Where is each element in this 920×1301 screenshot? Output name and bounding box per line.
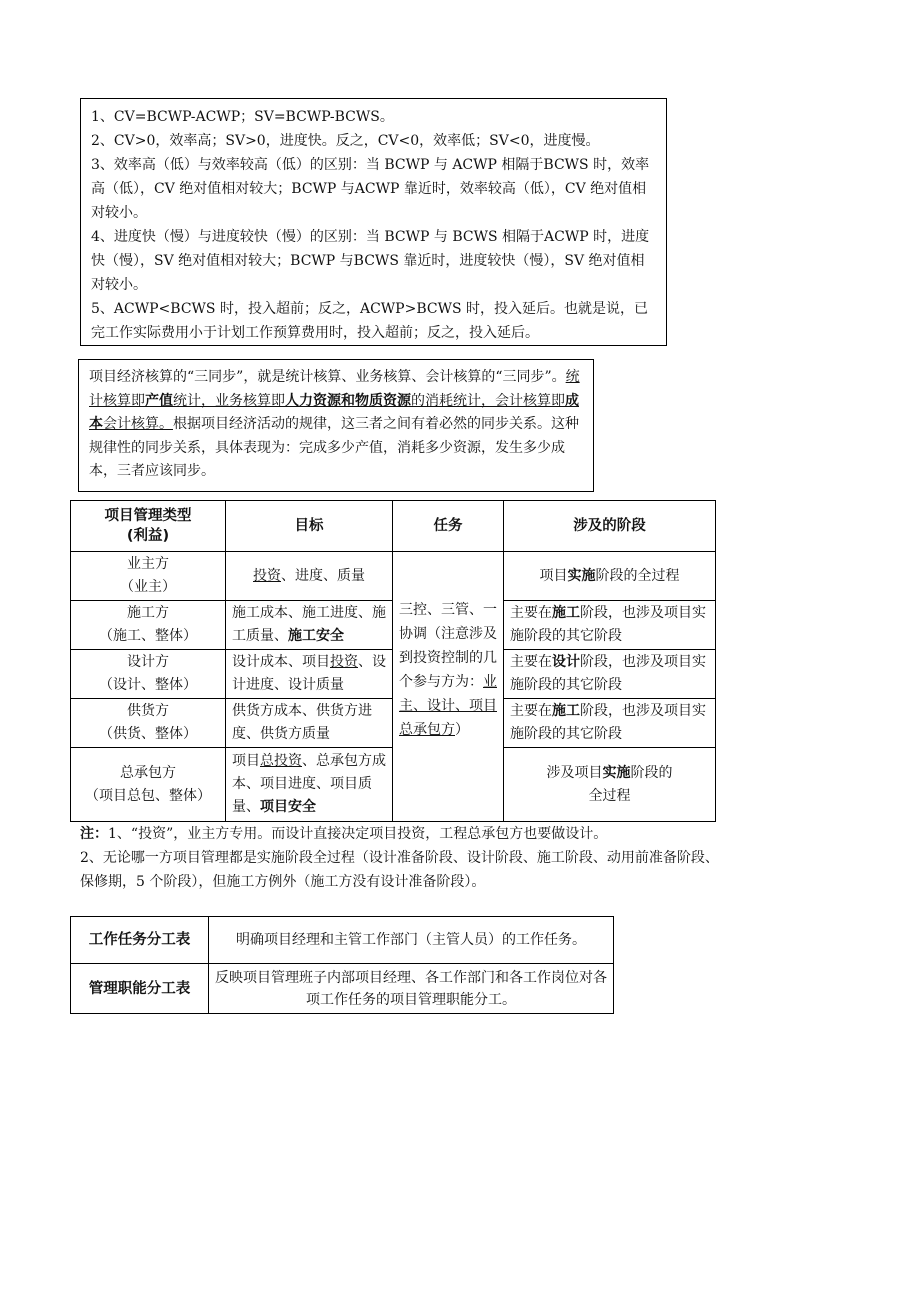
type-cell	[71, 699, 226, 748]
goal-cell	[226, 601, 393, 650]
ev-note-1: 1、CV=BCWP-ACWP；SV=BCWP-BCWS。	[91, 109, 394, 125]
type-cell	[71, 552, 226, 601]
type-sub: （项目总包、整体）	[85, 787, 211, 804]
ev-note-3: 3、效率高（低）与效率较高（低）的区别：当 BCWP 与 ACWP 相隔于BCWS 时，效率高（低），CV 绝对值相对较大；BCWP 与ACWP 靠近时，效率较高（低），CV 绝对值相对较小。	[91, 157, 650, 221]
row-head: 管理职能分工表	[71, 964, 209, 1014]
stage-text: 主要在	[510, 703, 552, 719]
three-sync-box	[78, 359, 594, 492]
note-1-text: 1、“投资”，业主方专用。而设计直接决定项目投资，工程总承包方也要做设计。	[108, 826, 608, 842]
row-head: 工作任务分工表	[71, 917, 209, 964]
header-type-label: 项目管理类型	[104, 508, 192, 524]
ev-note-4: 4、进度快（慢）与进度较快（慢）的区别：当 BCWP 与 BCWS 相隔于ACWP 时，进度快（慢），SV 绝对值相对较大；BCWP 与BCWS 靠近时，进度较快（慢），SV 绝对值相对较小。	[91, 229, 650, 293]
header-goal: 目标	[226, 501, 393, 552]
type-cell	[71, 650, 226, 699]
ev-note-2: 2、CV>0，效率高；SV>0，进度快。反之，CV<0，效率低；SV<0，进度慢。	[91, 133, 600, 149]
note-2: 2、无论哪一方项目管理都是实施阶段全过程（设计准备阶段、设计阶段、施工阶段、动用前准备阶段、保修期，5 个阶段），但施工方例外（施工方没有设计准备阶段）。	[80, 850, 719, 890]
type-sub: （供货、整体）	[99, 726, 197, 742]
notes-label: 注：	[80, 826, 108, 842]
task-parties: 业主、设计、项目总承包方	[399, 674, 497, 738]
goal-investment: 投资	[330, 654, 358, 670]
ev-note-5: 5、ACWP<BCWS 时，投入超前；反之，ACWP>BCWS 时，投入延后。也就是说，已完工作实际费用小于计划工作预算费用时，投入超前；反之，投入延后。	[91, 301, 649, 341]
stage-emphasis: 设计	[552, 654, 580, 670]
goal-cell	[226, 650, 393, 699]
stage-text-mid: 阶段的	[630, 764, 673, 781]
goal-cell	[226, 552, 393, 601]
goal-text: 项目	[232, 753, 260, 769]
type-sub: （设计、整体）	[99, 677, 197, 693]
stage-text-end: 阶段，也涉及项目实施阶段的其它阶段	[510, 654, 706, 693]
goal-cell	[226, 748, 393, 822]
three-sync-intro: 项目经济核算的“三同步”，就是统计核算、业务核算、会计核算的“三同步”。	[89, 369, 566, 385]
stage-text: 项目	[539, 567, 568, 584]
three-sync-conclusion: 根据项目经济活动的规律，这三者之间有着必然的同步关系。这种规律性的同步关系，具体表现为：完成多少产值，消耗多少资源，发生多少成本，三者应该同步。	[89, 416, 579, 479]
stage-text-end: 阶段，也涉及项目实施阶段的其它阶段	[510, 703, 706, 742]
stage-text: 主要在	[510, 654, 552, 670]
row-text: 反映项目管理班子内部项目经理、各工作部门和各工作岗位对各项工作任务的项目管理职能分工。	[209, 964, 614, 1014]
type-name: 业主方	[127, 556, 169, 572]
accounting-text: 会计核算。	[103, 416, 173, 432]
goal-text-end: 、设计进度、设计质量	[232, 654, 386, 693]
three-sync-paragraph	[89, 366, 587, 484]
task-text: 三控、三管、一协调（注意涉及到投资控制的几个参与方为：	[399, 602, 497, 690]
task-close: ）	[455, 722, 469, 738]
stage-cell	[504, 601, 716, 650]
stage-text-end: 阶段，也涉及项目实施阶段的其它阶段	[510, 605, 706, 644]
row-text: 明确项目经理和主管工作部门（主管人员）的工作任务。	[209, 917, 614, 964]
goal-text: 、进度、质量	[281, 567, 365, 584]
type-name: 设计方	[127, 654, 169, 670]
stage-cell	[504, 650, 716, 699]
table-row	[71, 552, 716, 601]
table-header-row	[71, 501, 716, 552]
goal-emphasis: 项目安全	[260, 799, 316, 815]
stat-accounting-text: 统计核算即	[89, 369, 580, 409]
task-cell	[393, 552, 504, 822]
goal-text: 设计成本、项目	[232, 654, 330, 670]
type-sub: （施工、整体）	[99, 628, 197, 644]
consumption-text: 的消耗统计，会计核算即	[411, 392, 565, 409]
stage-emphasis: 实施	[602, 764, 631, 781]
notes-section	[80, 822, 720, 894]
type-cell	[71, 748, 226, 822]
goal-emphasis: 施工安全	[288, 628, 344, 644]
stage-cell	[504, 552, 716, 601]
stage-text-end: 阶段的全过程	[595, 567, 680, 584]
stage-text-end: 全过程	[588, 787, 631, 804]
stage-text: 涉及项目	[546, 764, 603, 781]
project-management-types-table	[70, 500, 716, 822]
goal-text-mid: 、总承包方成本、项目进度、项目质量、	[232, 753, 386, 815]
cost-emphasis: 成本	[89, 392, 579, 432]
division-of-labor-table	[70, 916, 614, 1014]
stage-text: 主要在	[510, 605, 552, 621]
output-value-emphasis: 产值	[145, 392, 173, 409]
header-type	[71, 501, 226, 552]
note-1	[80, 822, 720, 846]
type-cell	[71, 601, 226, 650]
resources-emphasis: 人力资源和物质资源	[285, 392, 411, 409]
stage-cell	[504, 699, 716, 748]
stage-emphasis: 施工	[552, 703, 580, 719]
goal-text: 施工成本、施工进度、施工质量、	[232, 605, 386, 644]
goal-investment: 投资	[253, 567, 281, 584]
table-row	[71, 917, 614, 964]
goal-cell: 供货方成本、供货方进度、供货方质量	[226, 699, 393, 748]
goal-investment: 总投资	[260, 753, 302, 769]
header-task: 任务	[393, 501, 504, 552]
stage-emphasis: 施工	[552, 605, 580, 621]
type-name: 总承包方	[120, 764, 176, 781]
header-type-sub: (利益)	[126, 528, 170, 544]
type-name: 施工方	[127, 605, 169, 621]
earned-value-notes-box	[80, 98, 667, 346]
table-row	[71, 964, 614, 1014]
header-stage: 涉及的阶段	[504, 501, 716, 552]
business-accounting-text: 统计，业务核算即	[173, 392, 285, 409]
stage-cell	[504, 748, 716, 822]
type-sub: （业主）	[120, 579, 176, 595]
stage-emphasis: 实施	[567, 567, 596, 584]
type-name: 供货方	[127, 703, 169, 719]
